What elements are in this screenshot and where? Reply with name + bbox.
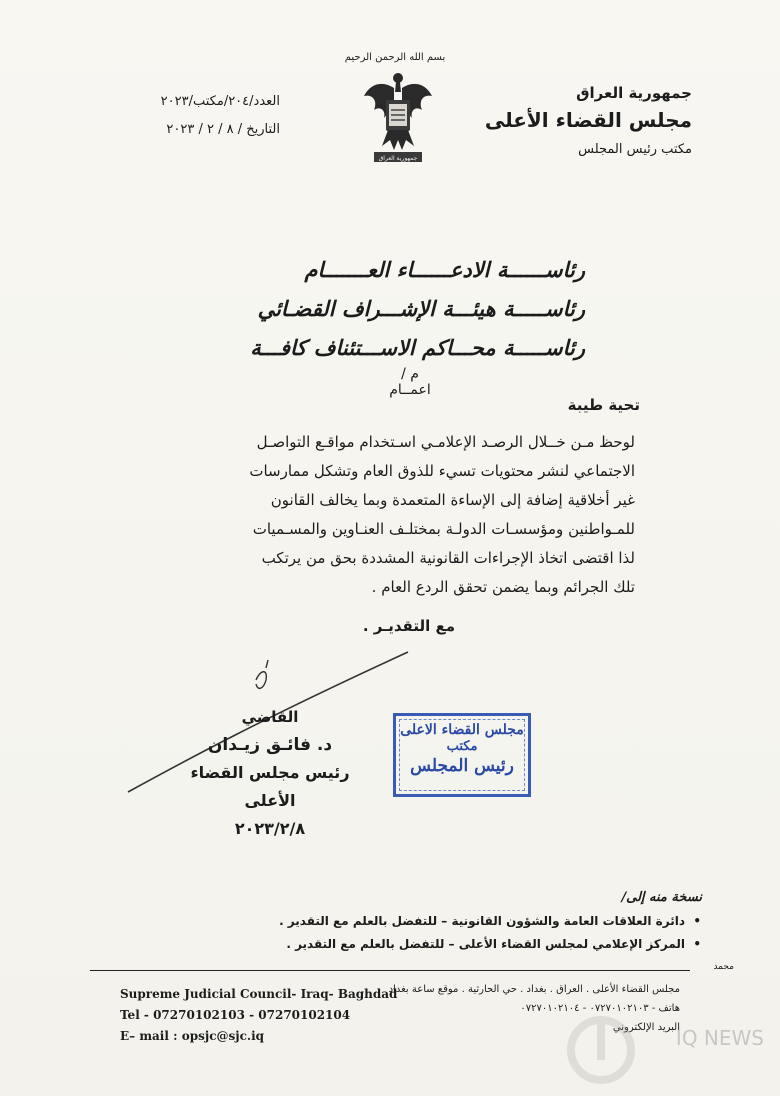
body-line: غير أخلاقية إضافة إلى الإساءة المتعمدة وبما يخالف القانون bbox=[270, 491, 635, 509]
copy-recipient: • دائرة العلاقات العامة والشؤون القانونية – للتفضل بالعلم مع التقدير . bbox=[265, 910, 685, 933]
typist-initial: محمد bbox=[713, 962, 734, 972]
emblem-label: جمهورية العراق bbox=[378, 155, 418, 162]
body-line: لذا اقتضى اتخاذ الإجراءات القانونية المشددة بحق من يرتكب bbox=[261, 549, 635, 567]
recipients-block bbox=[165, 250, 585, 367]
recipient-line: رئاســــــة الادعــــــاء العـــــــام bbox=[304, 257, 585, 282]
office-title: مكتب رئيس المجلس bbox=[578, 142, 692, 157]
signature-date: ٢٠٢٣/٢/٨ bbox=[234, 819, 306, 838]
stamp-line: مكتب bbox=[446, 739, 478, 754]
watermark-text: IQ NEWS bbox=[675, 1026, 764, 1050]
body-line: لوحظ مـن خــلال الرصـد الإعلامـي اسـتخدام مواقـع التواصـل bbox=[256, 433, 635, 451]
footer-address-en: Supreme Judicial Council- Iraq- Baghdad bbox=[120, 987, 398, 1001]
footer-email-ar: البريد الإلكتروني bbox=[612, 1022, 680, 1033]
stamp-line: مجلس القضاء الاعلى bbox=[400, 722, 524, 738]
recipient-line: رئاســـــة محـــاكم الاســـتئناف كافـــة bbox=[250, 335, 585, 360]
closing-regards: مع التقديـر . bbox=[362, 617, 455, 635]
copy-recipient: • المركز الإعلامي لمجلس القضاء الأعلى – للتفضل بالعلم مع التقدير . bbox=[265, 933, 685, 956]
letterhead-right bbox=[432, 84, 692, 157]
republic-title: جمهورية العراق bbox=[576, 84, 692, 102]
document-date: التاريخ / ٨ / ٢ / ٢٠٢٣ bbox=[166, 122, 280, 137]
footer-email-en: E– mail : opsjc@sjc.iq bbox=[120, 1029, 265, 1043]
footer-address-ar: مجلس القضاء الأعلى . العراق . بغداد . حي الحارثية . موقع ساعة بغداد bbox=[388, 984, 680, 995]
basmala: بسم الله الرحمن الرحيم bbox=[344, 52, 446, 63]
council-title: مجلس القضاء الأعلى bbox=[484, 108, 692, 132]
signatory-name: د. فائـق زيـدان bbox=[207, 735, 333, 755]
letter-body bbox=[205, 428, 635, 602]
signature-block bbox=[180, 703, 360, 843]
footer-phone-en: Tel - 07270102103 - 07270102104 bbox=[120, 1008, 351, 1022]
body-line: تلك الجرائم وبما يضمن تحقق الردع العام . bbox=[371, 578, 635, 596]
signatory-title: القاضي bbox=[241, 708, 299, 726]
footer-phone-ar: هاتف - ٠٧٢٧٠١٠٢١٠٣ - ٠٧٢٧٠١٠٢١٠٤ bbox=[520, 1003, 680, 1014]
stamp-line: رئيس المجلس bbox=[410, 756, 514, 776]
document-number: العدد/٢٠٤/مكتب/٢٠٢٣ bbox=[160, 94, 280, 109]
copies-title: نسخة منه إلى/ bbox=[621, 890, 702, 905]
news-watermark-icon bbox=[556, 1000, 676, 1090]
body-line: الاجتماعي لنشر محتويات تسيء للذوق العام وتشكل ممارسات bbox=[249, 462, 635, 480]
subject-reference: م / اعمــام bbox=[389, 366, 431, 398]
eagle-emblem-icon bbox=[360, 66, 436, 170]
signatory-position: رئيس مجلس القضاء الأعلى bbox=[190, 763, 350, 810]
recipient-line: رئاســـــة هيئـــة الإشـــراف القضـائي bbox=[257, 296, 585, 321]
body-line: للمـواطنين ومؤسسـات الدولـة بمختلـف العنـاوين والمسـميات bbox=[252, 520, 635, 538]
copies-list bbox=[265, 910, 685, 956]
office-stamp bbox=[393, 713, 531, 797]
greeting: تحية طيبة bbox=[567, 396, 640, 414]
footer-divider bbox=[90, 970, 690, 971]
footer-english bbox=[120, 984, 400, 1047]
letterhead-left bbox=[120, 88, 280, 144]
